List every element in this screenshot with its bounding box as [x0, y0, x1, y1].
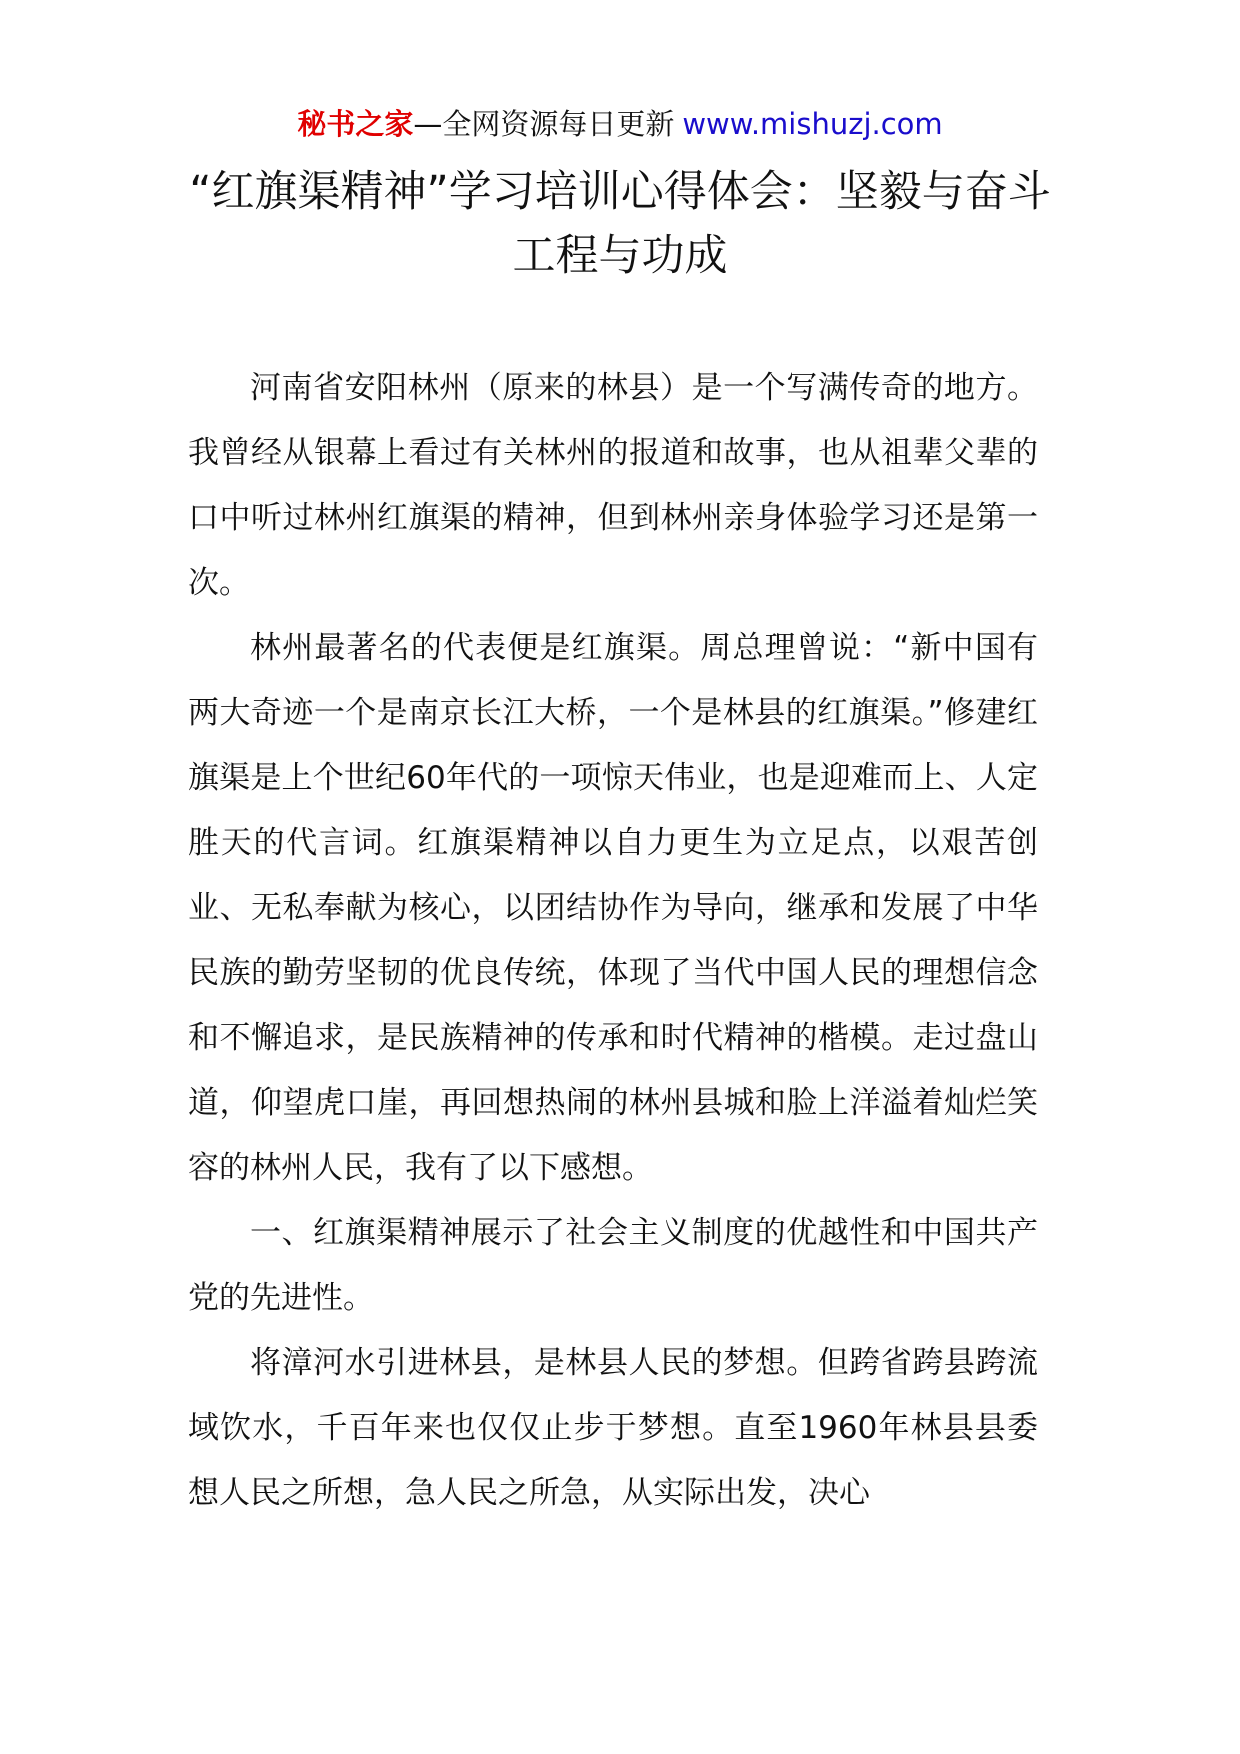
paragraph-3-heading: 一、红旗渠精神展示了社会主义制度的优越性和中国共产党的先进性。	[188, 1215, 1038, 1316]
document-title: “红旗渠精神”学习培训心得体会：坚毅与奋斗工程与功成	[189, 167, 1051, 281]
site-header	[0, 100, 1240, 148]
paragraph-4: 将漳河水引进林县，是林县人民的梦想。但跨省跨县跨流域饮水，千百年来也仅仅止步于梦想。直至1960年林县县委想人民之所想，急人民之所急，从实际出发，决心	[188, 1345, 1038, 1511]
paragraph-2: 林州最著名的代表便是红旗渠。周总理曾说：“新中国有两大奇迹一个是南京长江大桥，一个是林县的红旗渠。”修建红旗渠是上个世纪60年代的一项惊天伟业，也是迎难而上、人定胜天的代言词。红旗渠精神以自力更生为立足点，以艰苦创业、无私奉献为核心，以团结协作为导向，继承和发展了中华民族的勤劳坚韧的优良传统，体现了当代中国人民的理想信念和不懈追求，是民族精神的传承和时代精神的楷模。走过盘山道，仰望虎口崖，再回想热闹的林州县城和脸上洋溢着灿烂笑容的林州人民，我有了以下感想。	[188, 630, 1038, 1186]
brand-name: 秘书之家	[297, 107, 414, 141]
paragraph-1: 河南省安阳林州（原来的林县）是一个写满传奇的地方。我曾经从银幕上看过有关林州的报道和故事，也从祖辈父辈的口中听过林州红旗渠的精神，但到林州亲身体验学习还是第一次。	[188, 370, 1038, 601]
site-url-link[interactable]: www.mishuzj.com	[682, 107, 943, 141]
document-body	[188, 356, 1038, 1526]
header-slogan: —全网资源每日更新	[413, 107, 675, 141]
